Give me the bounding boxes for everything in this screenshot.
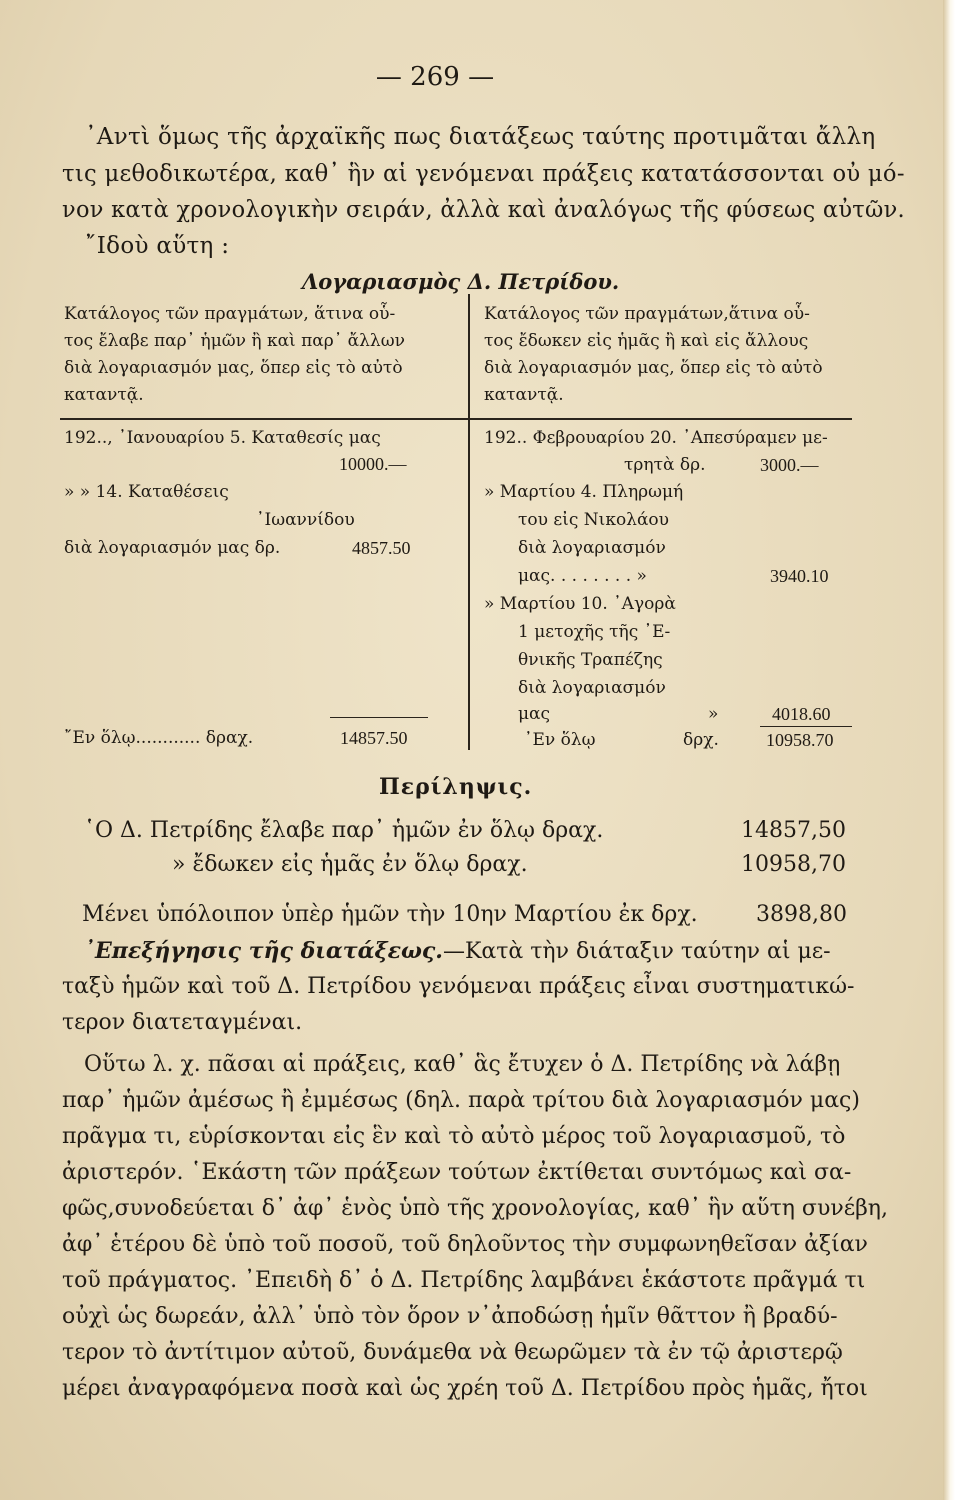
paragraph-line-8: οὐχὶ ὡς δωρεάν, ἀλλ᾿ ὑπὸ τὸν ὅρον ν᾿ἀποδώσῃ ἡμῖν θᾶττον ἢ βραδύ- [62,1304,838,1329]
right-entry-2-line-2: του εἰς Νικολάου [518,510,669,530]
paragraph-line-9: τερον τὸ ἀντίτιμον αὐτοῦ, δυνάμεθα νὰ θεωρῶμεν τὰ ἐν τῷ ἀριστερῷ [62,1340,843,1365]
paragraph-line-6: ἀφ᾿ ἑτέρου δὲ ὑπὸ τοῦ ποσοῦ, τοῦ δηλοῦντος τὴν συμφωνηθεῖσαν ἀξίαν [62,1232,868,1257]
left-header-line-4: καταντᾷ. [64,385,144,405]
paragraph-line-1: Οὕτω λ. χ. πᾶσαι αἱ πράξεις, καθ᾿ ἃς ἔτυχεν ὁ Δ. Πετρίδης νὰ λάβῃ [84,1052,841,1077]
right-header-line-4: καταντᾷ. [484,385,564,405]
summary-line-1-text: ῾Ο Δ. Πετρίδης ἔλαβε παρ᾿ ἡμῶν ἐν ὅλῳ δραχ. [84,818,604,843]
summary-heading: Περίληψις. [379,774,533,800]
right-total-amount: 10958.70 [766,730,834,750]
paragraph-line-5: φῶς,συνοδεύεται δ᾿ ἀφ᾿ ἑνὸς ὑπὸ τῆς χρονολογίας, καθ᾿ ἣν αὕτη συνέβη, [62,1196,888,1221]
explanation-first-line [84,938,831,964]
column-divider [468,294,470,750]
right-entry-3-line-1: » Μαρτίου 10. ᾿Αγορὰ [484,594,676,614]
left-header-line-3: διὰ λογαριασμόν μας, ὅπερ εἰς τὸ αὐτὸ [64,358,403,378]
paragraph-line-10: μέρει ἀναγραφόμενα ποσὰ καὶ ὡς χρέη τοῦ Δ. Πετρίδου πρὸς ἡμᾶς, ἤτοι [62,1376,868,1401]
intro-line-1: ᾿Αντὶ ὅμως τῆς ἀρχαϊκῆς πως διατάξεως ταύτης προτιμᾶται ἄλλη [85,124,876,150]
page-number: — 269 — [375,62,495,92]
right-header-line-2: τος ἔδωκεν εἰς ἡμᾶς ἢ καὶ εἰς ἄλλους [484,331,809,351]
summary-line-1-amount: 14857,50 [741,818,846,843]
page-edge [943,0,955,1500]
right-entry-2-line-3: διὰ λογαριασμόν [518,538,666,558]
right-entry-2-amount: 3940.10 [770,566,829,586]
paragraph-line-3: πρᾶγμα τι, εὑρίσκονται εἰς ἓν καὶ τὸ αὐτὸ μέρος τοῦ λογαριασμοῦ, τὸ [62,1124,846,1149]
left-entry-2-amount: 4857.50 [352,538,411,558]
left-total-label: ῎Εν ὅλῳ............ δραχ. [64,728,254,748]
left-entry-1-text: 192.., ᾿Ιανουαρίου 5. Καταθεσίς μας [64,428,381,448]
intro-line-4: ῎Ιδοὺ αὕτη : [85,233,230,259]
right-entry-3-line-4: διὰ λογαριασμόν [518,678,666,698]
right-entry-1-line-1: 192.. Φεβρουαρίου 20. ᾿Απεσύραμεν με- [484,428,828,448]
paragraph-line-2: παρ᾿ ἡμῶν ἀμέσως ἢ ἐμμέσως (δηλ. παρὰ τρίτου διὰ λογαριασμόν μας) [62,1088,860,1113]
left-header-line-1: Κατάλογος τῶν πραγμάτων, ἅτινα οὗ- [64,304,396,324]
left-sum-rule [330,717,428,718]
right-entry-2-line-1: » Μαρτίου 4. Πληρωμή [484,482,684,502]
summary-line-2-amount: 10958,70 [741,852,846,877]
left-entry-2-line-3: διὰ λογαριασμόν μας δρ. [64,538,281,558]
account-title: Λογαριασμὸς Δ. Πετρίδου. [302,269,620,294]
right-sum-rule [760,726,852,727]
left-header-line-2: τος ἔλαβε παρ᾿ ἡμῶν ἢ καὶ παρ᾿ ἄλλων [64,331,405,351]
right-entry-3-line-3: θνικῆς Τραπέζης [518,650,663,670]
right-total-label: ᾿Εν ὅλῳ [524,730,596,750]
intro-line-2: τις μεθοδικωτέρα, καθ᾿ ἣν αἱ γενόμεναι πράξεις κατατάσσονται οὐ μό- [62,161,905,187]
right-entry-2-line-4: μας. . . . . . . . » [518,566,647,586]
right-entry-1-amount: 3000.— [760,455,819,475]
explanation-line-2: ταξὺ ἡμῶν καὶ τοῦ Δ. Πετρίδου γενόμεναι πράξεις εἶναι συστηματικώ- [62,974,855,999]
right-entry-3-marker: » [708,704,719,724]
paragraph-line-7: τοῦ πράγματος. ᾿Επειδὴ δ᾿ ὁ Δ. Πετρίδης λαμβάνει ἑκάστοτε πρᾶγμά τι [62,1268,866,1293]
intro-line-3: νον κατὰ χρονολογικὴν σειράν, ἀλλὰ καὶ ἀναλόγως τῆς φύσεως αὐτῶν. [62,197,905,223]
right-header-line-1: Κατάλογος τῶν πραγμάτων,ἅτινα οὗ- [484,304,810,324]
right-entry-3-line-5: μας [518,704,551,724]
right-total-unit: δρχ. [683,730,719,750]
left-total-amount: 14857.50 [340,728,408,748]
summary-line-3-text: Μένει ὑπόλοιπον ὑπὲρ ἡμῶν τὴν 10ην Μαρτίου ἐκ δρχ. [82,902,698,927]
right-entry-3-amount: 4018.60 [772,704,831,724]
explanation-first-text: —Κατὰ τὴν διάταξιν ταύτην αἱ με- [442,939,831,964]
left-entry-2-line-1: » » 14. Καταθέσεις [64,482,229,502]
left-entry-2-line-2: ᾿Ιωαννίδου [256,510,355,530]
summary-line-3-amount: 3898,80 [756,902,847,927]
explanation-line-3: τερον διατεταγμέναι. [62,1010,303,1035]
right-entry-3-line-2: 1 μετοχῆς τῆς ᾿Ε- [518,622,671,642]
right-entry-1-line-2: τρητὰ δρ. [624,455,706,475]
paragraph-line-4: ἀριστερόν. ῾Εκάστη τῶν πράξεων τούτων ἐκτίθεται συντόμως καὶ σα- [62,1160,852,1185]
right-header-line-3: διὰ λογαριασμόν μας, ὅπερ εἰς τὸ αὐτὸ [484,358,823,378]
explanation-label: ᾿Επεξήγησις τῆς διατάξεως. [84,938,443,964]
table-top-rule [60,418,852,420]
left-entry-1-amount: 10000.— [339,454,407,474]
summary-line-2-text: » ἔδωκεν εἰς ἡμᾶς ἐν ὅλῳ δραχ. [172,852,528,877]
